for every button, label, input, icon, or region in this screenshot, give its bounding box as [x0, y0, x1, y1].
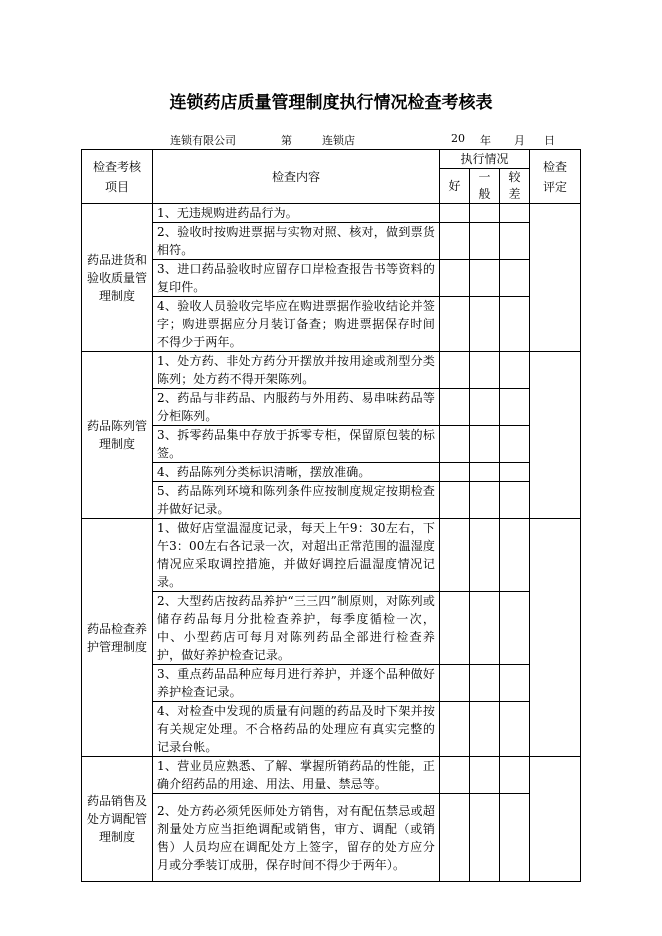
cell-poor[interactable] [500, 757, 530, 794]
cell-good[interactable] [440, 592, 470, 665]
check-item: 5、药品陈列环境和陈列条件应按制度规定按期检查并做好记录。 [153, 482, 440, 519]
check-item: 1、无违规购进药品行为。 [153, 204, 440, 223]
header-item: 检查考核项目 [82, 150, 153, 204]
check-item: 3、进口药品验收时应留存口岸检查报告书等资料的复印件。 [153, 260, 440, 297]
year-prefix: 20 [451, 132, 465, 145]
check-item: 3、重点药品品种应每月进行养护，并逐个品种做好养护检查记录。 [153, 665, 440, 702]
cell-general[interactable] [470, 204, 500, 223]
cell-poor[interactable] [500, 463, 530, 482]
cell-general[interactable] [470, 592, 500, 665]
document-title: 连锁药店质量管理制度执行情况检查考核表 [169, 93, 493, 113]
cell-general[interactable] [470, 426, 500, 463]
company-name-label: 连锁有限公司 [170, 134, 236, 147]
cell-poor[interactable] [500, 702, 530, 757]
check-item: 1、营业员应熟悉、了解、掌握所销药品的性能，正确介绍药品的用途、用法、用量、禁忌等。 [153, 757, 440, 794]
cell-general[interactable] [470, 223, 500, 260]
cell-good[interactable] [440, 519, 470, 592]
check-item: 1、处方药、非处方药分开摆放并按用途或剂型分类陈列；处方药不得开架陈列。 [153, 352, 440, 389]
cell-poor[interactable] [500, 794, 530, 882]
cell-good[interactable] [440, 757, 470, 794]
category-inspection-maintenance: 药品检查养护管理制度 [82, 519, 153, 757]
cell-general[interactable] [470, 260, 500, 297]
cell-good[interactable] [440, 352, 470, 389]
cell-poor[interactable] [500, 592, 530, 665]
header-general: 一般 [470, 169, 500, 204]
cell-good[interactable] [440, 389, 470, 426]
cell-rating[interactable] [530, 757, 581, 882]
cell-general[interactable] [470, 757, 500, 794]
cell-good[interactable] [440, 482, 470, 519]
category-display-management: 药品陈列管理制度 [82, 352, 153, 519]
check-item: 4、药品陈列分类标识清晰，摆放准确。 [153, 463, 440, 482]
header-content: 检查内容 [153, 150, 440, 204]
check-item: 2、处方药必须凭医师处方销售，对有配伍禁忌或超剂量处方应当拒绝调配或销售，审方、调配（或销售）人员均应在调配处方上签字，留存的处方应分月或分季装订成册，保存时间不得少于两年）。 [153, 794, 440, 882]
check-item: 3、拆零药品集中存放于拆零专柜，保留原包装的标签。 [153, 426, 440, 463]
cell-poor[interactable] [500, 426, 530, 463]
check-item: 2、大型药店按药品养护“三三四”制原则，对陈列或储存药品每月分批检查养护，每季度循检一次，中、小型药店可每月对陈列药品全部进行检查养护，做好养护检查记录。 [153, 592, 440, 665]
cell-good[interactable] [440, 794, 470, 882]
store-label: 连锁店 [322, 134, 355, 147]
cell-general[interactable] [470, 665, 500, 702]
cell-poor[interactable] [500, 519, 530, 592]
cell-poor[interactable] [500, 223, 530, 260]
cell-poor[interactable] [500, 204, 530, 223]
cell-poor[interactable] [500, 260, 530, 297]
category-sales-dispensing: 药品销售及处方调配管理制度 [82, 757, 153, 882]
cell-rating[interactable] [530, 352, 581, 519]
header-execution: 执行情况 [440, 150, 530, 169]
branch-number-prefix: 第 [281, 134, 292, 147]
cell-general[interactable] [470, 352, 500, 389]
cell-good[interactable] [440, 204, 470, 223]
cell-general[interactable] [470, 389, 500, 426]
header-poor: 较差 [500, 169, 530, 204]
cell-rating[interactable] [530, 204, 581, 352]
check-item: 2、药品与非药品、内服药与外用药、易串味药品等分柜陈列。 [153, 389, 440, 426]
header-good: 好 [440, 169, 470, 204]
cell-general[interactable] [470, 482, 500, 519]
year-label: 年 [480, 134, 491, 147]
cell-poor[interactable] [500, 482, 530, 519]
cell-poor[interactable] [500, 389, 530, 426]
cell-general[interactable] [470, 297, 500, 352]
check-item: 4、对检查中发现的质量有问题的药品及时下架并按有关规定处理。不合格药品的处理应有真实完整的记录台帐。 [153, 702, 440, 757]
inspection-table [81, 149, 581, 882]
day-label: 日 [544, 134, 555, 147]
month-label: 月 [514, 134, 525, 147]
check-item: 1、做好店堂温湿度记录，每天上午9：30左右，下午3：00左右各记录一次，对超出正常范围的温湿度情况应采取调控措施，并做好调控后温湿度情况记录。 [153, 519, 440, 592]
cell-good[interactable] [440, 223, 470, 260]
cell-good[interactable] [440, 665, 470, 702]
check-item: 2、验收时按购进票据与实物对照、核对，做到票货相符。 [153, 223, 440, 260]
cell-rating[interactable] [530, 519, 581, 757]
cell-poor[interactable] [500, 665, 530, 702]
cell-good[interactable] [440, 260, 470, 297]
cell-general[interactable] [470, 463, 500, 482]
cell-poor[interactable] [500, 297, 530, 352]
cell-good[interactable] [440, 297, 470, 352]
cell-general[interactable] [470, 519, 500, 592]
header-rating: 检查评定 [530, 150, 581, 204]
cell-good[interactable] [440, 426, 470, 463]
category-purchase-acceptance: 药品进货和验收质量管理制度 [82, 204, 153, 352]
cell-general[interactable] [470, 702, 500, 757]
cell-poor[interactable] [500, 352, 530, 389]
cell-good[interactable] [440, 702, 470, 757]
cell-general[interactable] [470, 794, 500, 882]
cell-good[interactable] [440, 463, 470, 482]
check-item: 4、验收人员验收完毕应在购进票据作验收结论并签字；购进票据应分月装订备查；购进票据保存时间不得少于两年。 [153, 297, 440, 352]
